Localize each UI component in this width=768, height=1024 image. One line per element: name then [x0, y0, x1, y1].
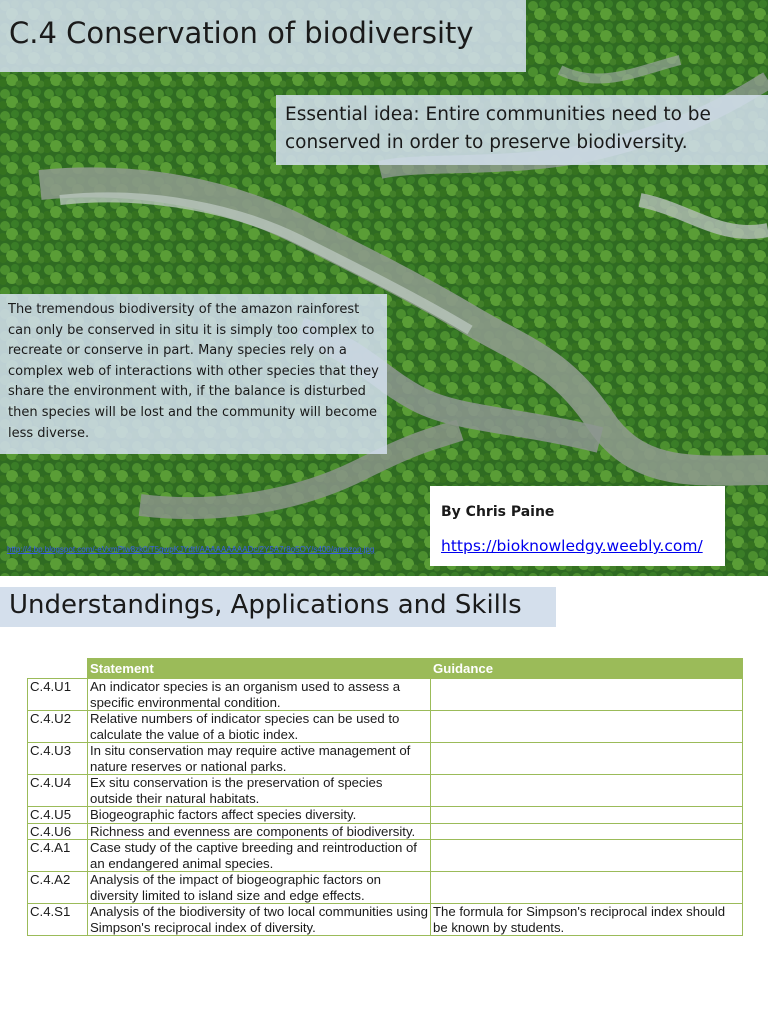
table-row: [28, 823, 743, 840]
photo-credit-link[interactable]: http://4.bp.blogspot.com/-eVxmPlw8zk0/T5gwpKJYdtI/AAAAAAAAADc/2Y5A7r8o5OY/s400/amazon.jpg: [7, 545, 375, 554]
table-row: [28, 711, 743, 743]
table-row: [28, 679, 743, 711]
row-statement: Analysis of the impact of biogeographic factors on diversity limited to island size and edge effects.: [88, 872, 431, 904]
row-statement: Case study of the captive breeding and reintroduction of an endangered animal species.: [88, 840, 431, 872]
row-guidance: The formula for Simpson's reciprocal index should be known by students.: [431, 904, 743, 936]
section-heading: Understandings, Applications and Skills: [9, 590, 522, 620]
row-guidance: [431, 743, 743, 775]
row-code: C.4.U6: [28, 823, 88, 840]
row-statement: Ex situ conservation is the preservation of species outside their natural habitats.: [88, 775, 431, 807]
author-website-link[interactable]: https://bioknowledgy.weebly.com/: [441, 537, 703, 555]
row-code: C.4.S1: [28, 904, 88, 936]
row-guidance: [431, 807, 743, 824]
description-text: The tremendous biodiversity of the amazon rainforest can only be conserved in situ it is simply too complex to recreate or conserve in part. Many species rely on a complex web of interactions with other species that they share the environment with, if the balance is disturbed then species will be lost and the community will become less diverse.: [8, 302, 379, 441]
table-row: [28, 872, 743, 904]
table-row: [28, 775, 743, 807]
row-guidance: [431, 679, 743, 711]
header-guidance: Guidance: [431, 659, 743, 679]
header-code: [28, 659, 88, 679]
row-guidance: [431, 840, 743, 872]
row-statement: In situ conservation may require active management of nature reserves or national parks.: [88, 743, 431, 775]
row-code: C.4.U3: [28, 743, 88, 775]
row-code: C.4.U1: [28, 679, 88, 711]
author-card: [430, 486, 725, 566]
header-statement: Statement: [88, 659, 431, 679]
author-name: By Chris Paine: [441, 504, 555, 520]
table-row: [28, 743, 743, 775]
row-guidance: [431, 775, 743, 807]
row-statement: Analysis of the biodiversity of two local communities using Simpson's reciprocal index of diversity.: [88, 904, 431, 936]
description-panel: [0, 294, 387, 454]
row-code: C.4.A1: [28, 840, 88, 872]
section-heading-banner: [0, 587, 556, 627]
row-statement: An indicator species is an organism used to assess a specific environmental condition.: [88, 679, 431, 711]
page-title: C.4 Conservation of biodiversity: [9, 16, 474, 50]
row-guidance: [431, 711, 743, 743]
table-row: [28, 904, 743, 936]
row-guidance: [431, 823, 743, 840]
row-statement: Biogeographic factors affect species diversity.: [88, 807, 431, 824]
understandings-table: [27, 658, 743, 936]
essential-idea-text: Essential idea: Entire communities need to be conserved in order to preserve biodiversity.: [285, 104, 711, 153]
table-row: [28, 807, 743, 824]
row-code: C.4.U5: [28, 807, 88, 824]
row-guidance: [431, 872, 743, 904]
row-code: C.4.U4: [28, 775, 88, 807]
title-banner: [0, 0, 526, 72]
row-code: C.4.A2: [28, 872, 88, 904]
table-header-row: [28, 659, 743, 679]
table-row: [28, 840, 743, 872]
essential-idea-banner: [276, 95, 768, 165]
row-statement: Richness and evenness are components of biodiversity.: [88, 823, 431, 840]
row-statement: Relative numbers of indicator species can be used to calculate the value of a biotic index.: [88, 711, 431, 743]
row-code: C.4.U2: [28, 711, 88, 743]
